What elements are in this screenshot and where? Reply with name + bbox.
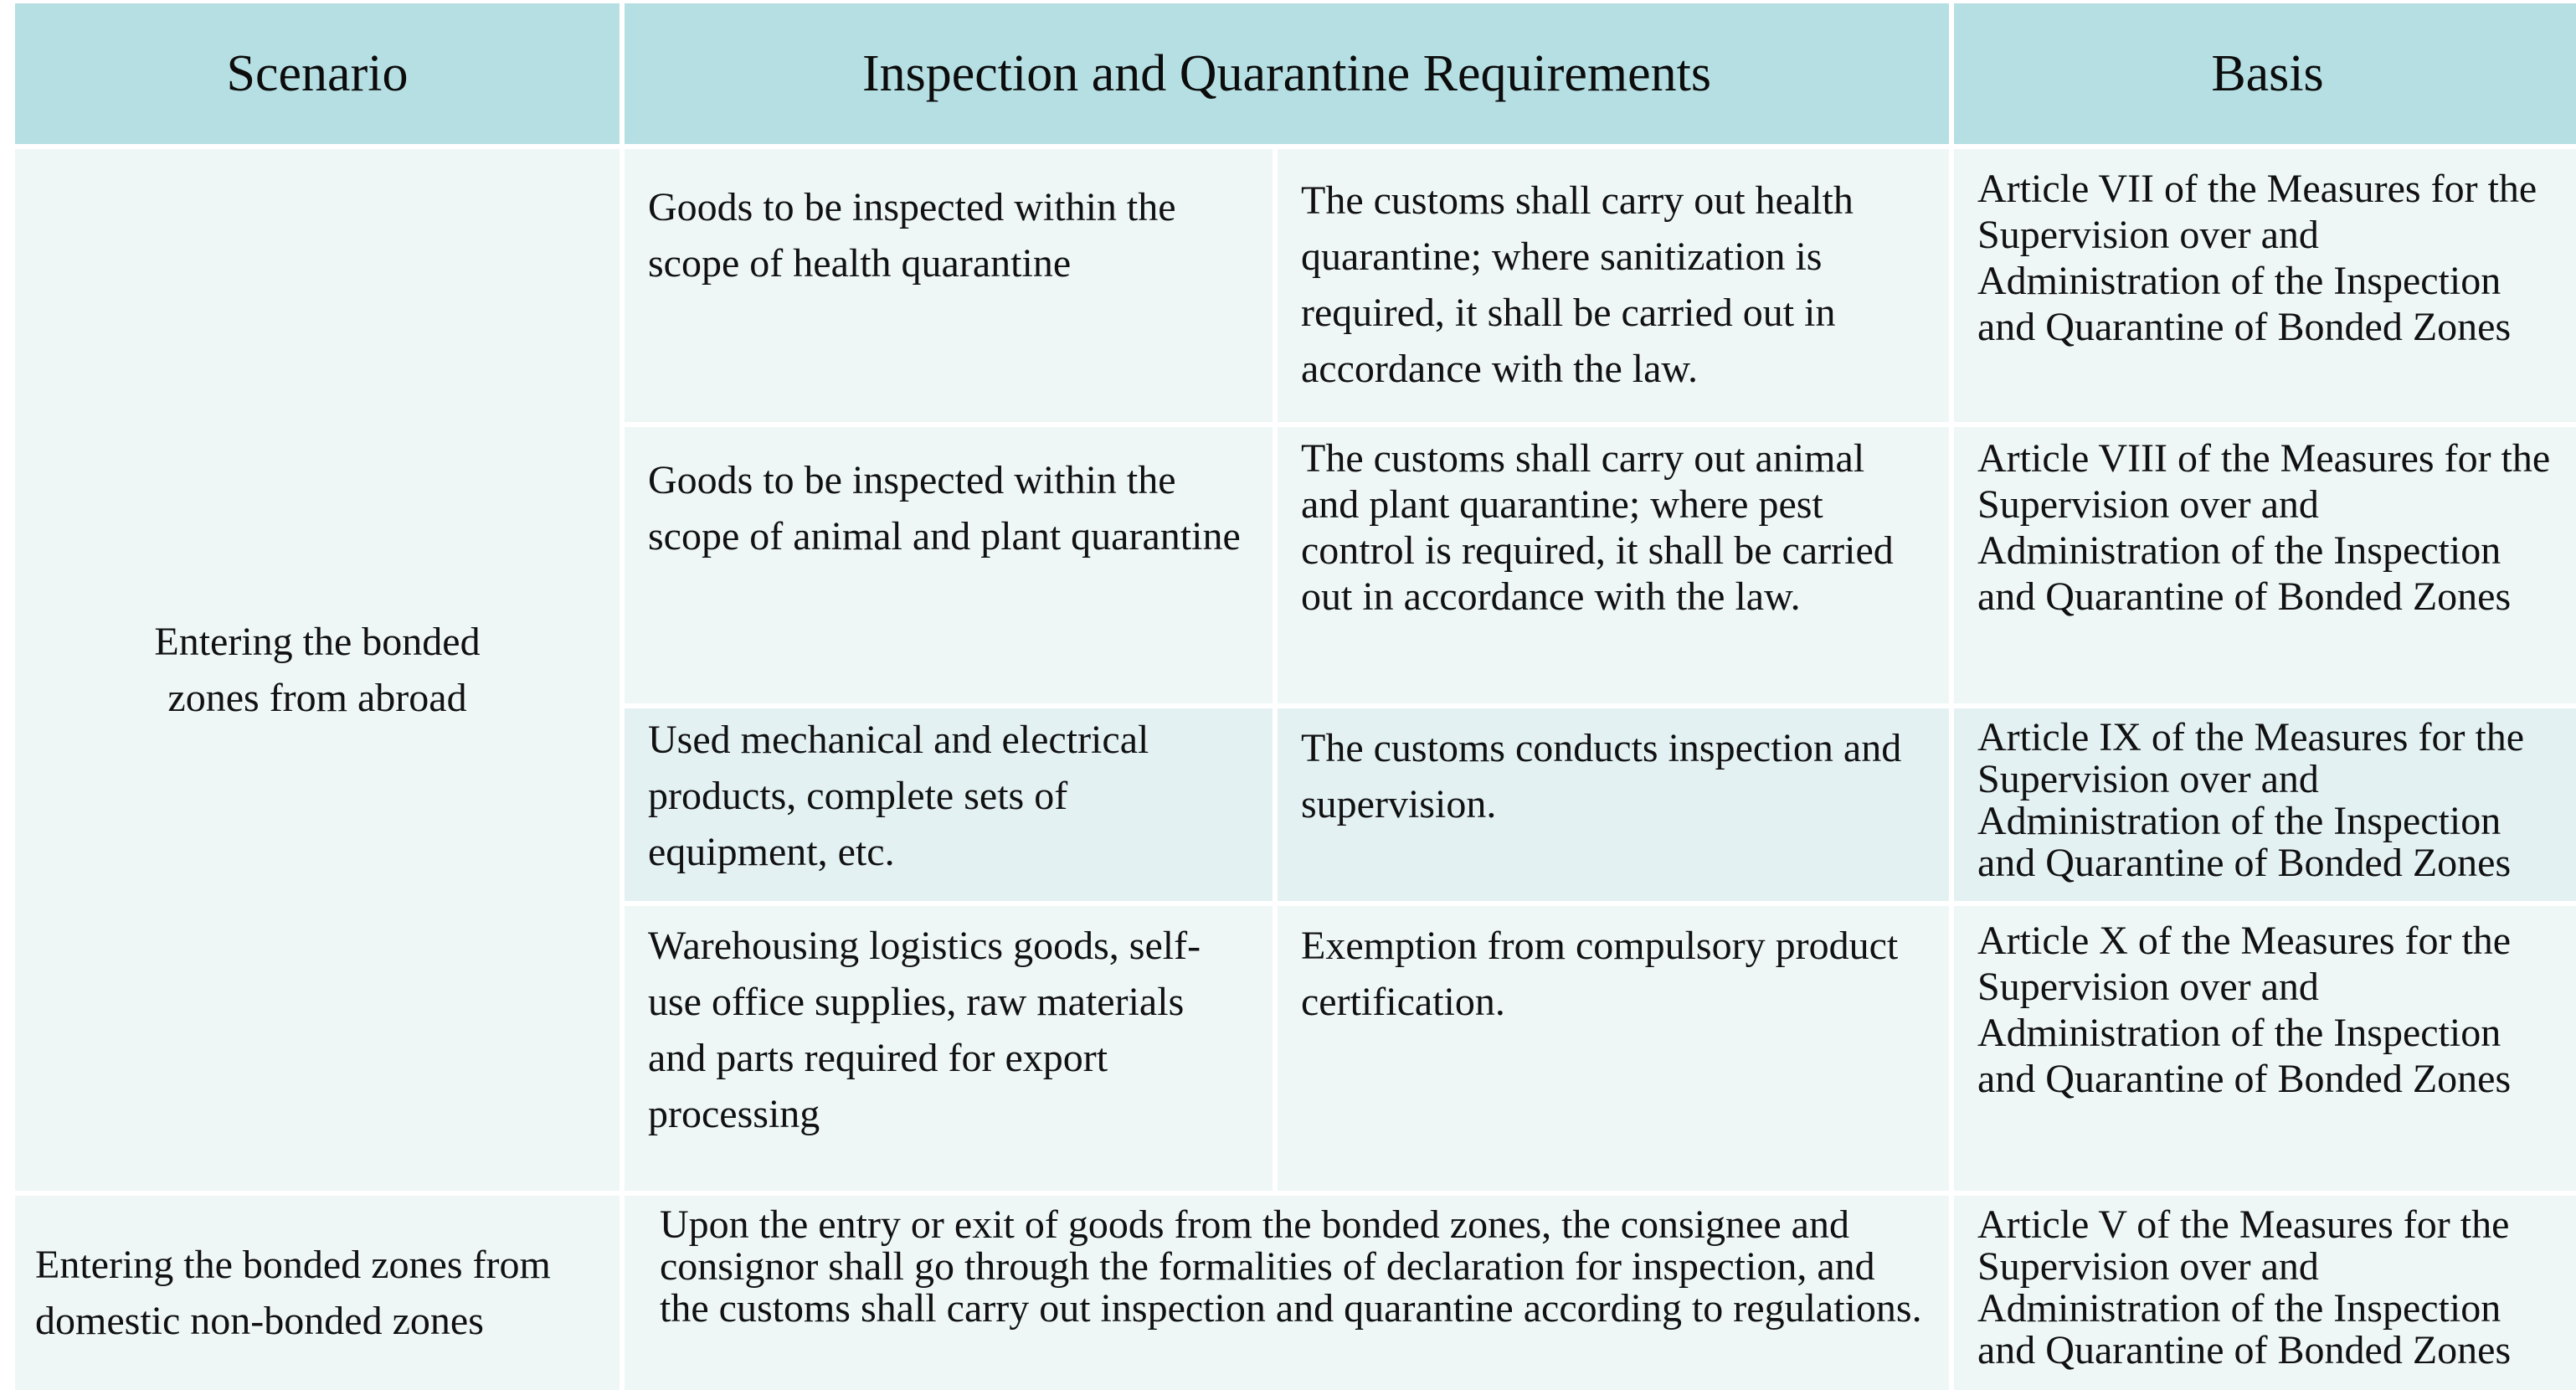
scenario-domestic-text: Entering the bonded zones from domestic non-bonded zones	[35, 1243, 551, 1343]
scenario-abroad-text: Entering the bonded zones from abroad	[154, 620, 481, 720]
goods-health-quarantine: Goods to be inspected within the scope of health quarantine	[625, 149, 1273, 422]
header-requirements: Inspection and Quarantine Requirements	[625, 3, 1949, 144]
header-basis: Basis	[1954, 3, 2576, 144]
goods-animal-plant: Goods to be inspected within the scope of animal and plant quarantine	[625, 427, 1273, 703]
scenario-domestic	[15, 1196, 620, 1390]
requirement-warehousing: Exemption from compulsory product certification.	[1278, 906, 1949, 1191]
header-scenario: Scenario	[15, 3, 620, 144]
goods-warehousing: Warehousing logistics goods, self-use office supplies, raw materials and parts required for export processing	[625, 906, 1273, 1191]
basis-article-x: Article X of the Measures for the Supervision over and Administration of the Inspection and Quarantine of Bonded Zones	[1954, 906, 2576, 1191]
requirement-used-mechanical: The customs conducts inspection and supervision.	[1278, 708, 1949, 901]
basis-article-viii: Article VIII of the Measures for the Supervision over and Administration of the Inspection and Quarantine of Bonded Zones	[1954, 427, 2576, 703]
scenario-abroad	[15, 149, 620, 1191]
inspection-table	[15, 3, 2576, 1372]
requirement-domestic: Upon the entry or exit of goods from the bonded zones, the consignee and consignor shall go through the formalities of declaration for inspection, and the customs shall carry out inspection and quarantine according to regulations.	[625, 1196, 1949, 1390]
goods-used-mechanical: Used mechanical and electrical products, complete sets of equipment, etc.	[625, 708, 1273, 901]
basis-article-vii: Article VII of the Measures for the Supervision over and Administration of the Inspection and Quarantine of Bonded Zones	[1954, 149, 2576, 422]
requirement-animal-plant: The customs shall carry out animal and plant quarantine; where pest control is required, it shall be carried out in accordance with the law.	[1278, 427, 1949, 703]
basis-article-ix: Article IX of the Measures for the Supervision over and Administration of the Inspection and Quarantine of Bonded Zones	[1954, 708, 2576, 901]
requirement-health-quarantine: The customs shall carry out health quarantine; where sanitization is required, it shall be carried out in accordance with the law.	[1278, 149, 1949, 422]
basis-article-v: Article V of the Measures for the Supervision over and Administration of the Inspection and Quarantine of Bonded Zones	[1954, 1196, 2576, 1390]
